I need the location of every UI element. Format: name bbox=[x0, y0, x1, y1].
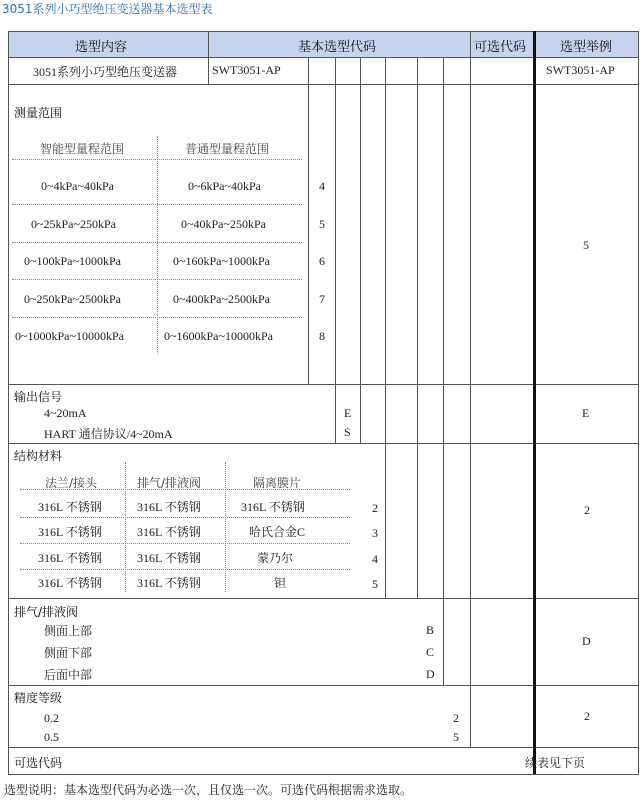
material-flange: 316L 不锈钢 bbox=[38, 500, 102, 514]
material-diaphragm: 钽 bbox=[274, 576, 287, 590]
range-smart-value: 0~100kPa~1000kPa bbox=[24, 254, 121, 268]
vent-option-label: 侧面下部 bbox=[44, 646, 93, 660]
range-section-title: 测量范围 bbox=[14, 106, 63, 120]
range-normal-value: 0~40kPa~250kPa bbox=[181, 217, 266, 231]
range-code: 8 bbox=[319, 329, 325, 343]
range-code: 4 bbox=[319, 179, 325, 193]
vent-section-title: 排气/排液阀 bbox=[14, 605, 79, 619]
material-vent: 316L 不锈钢 bbox=[137, 525, 201, 539]
range-normal-value: 0~1600kPa~10000kPa bbox=[164, 329, 273, 343]
material-flange: 316L 不锈钢 bbox=[38, 525, 102, 539]
header-basic-code: 基本选型代码 bbox=[298, 40, 377, 55]
model-example: SWT3051-AP bbox=[546, 63, 615, 77]
optional-code-label: 可选代码 bbox=[14, 756, 63, 770]
material-vent: 316L 不锈钢 bbox=[137, 500, 201, 514]
vent-example: D bbox=[582, 634, 591, 648]
header-optional-code: 可选代码 bbox=[474, 40, 527, 55]
vent-option-code: B bbox=[426, 623, 435, 637]
output-option-code: E bbox=[344, 406, 352, 420]
accuracy-option-label: 0.5 bbox=[44, 730, 59, 744]
range-normal-value: 0~160kPa~1000kPa bbox=[173, 254, 270, 268]
output-option-label: HART 通信协议/4~20mA bbox=[44, 427, 173, 441]
header-example: 选型举例 bbox=[560, 40, 613, 55]
material-vent: 316L 不锈钢 bbox=[137, 551, 201, 565]
output-section-title: 输出信号 bbox=[14, 390, 63, 404]
output-option-code: S bbox=[344, 425, 351, 439]
accuracy-option-label: 0.2 bbox=[44, 711, 59, 725]
range-smart-value: 0~1000kPa~10000kPa bbox=[15, 329, 124, 343]
output-example: E bbox=[582, 406, 590, 420]
range-normal-header: 普通型量程范围 bbox=[185, 142, 270, 156]
range-normal-value: 0~400kPa~2500kPa bbox=[173, 292, 270, 306]
material-header-vent: 排气/排液阀 bbox=[137, 476, 202, 490]
range-code: 6 bbox=[319, 254, 325, 268]
accuracy-section-title: 精度等级 bbox=[14, 691, 63, 705]
range-smart-value: 0~4kPa~40kPa bbox=[41, 179, 114, 193]
range-smart-header: 智能型量程范围 bbox=[40, 142, 125, 156]
model-code: SWT3051-AP bbox=[212, 63, 281, 77]
material-diaphragm: 316L 不锈钢 bbox=[241, 500, 305, 514]
material-code: 5 bbox=[372, 577, 378, 591]
range-example: 5 bbox=[583, 238, 589, 252]
material-example: 2 bbox=[584, 503, 590, 517]
accuracy-example: 2 bbox=[584, 709, 590, 723]
material-flange: 316L 不锈钢 bbox=[38, 576, 102, 590]
range-smart-value: 0~25kPa~250kPa bbox=[31, 217, 116, 231]
range-code: 7 bbox=[319, 292, 325, 306]
material-code: 3 bbox=[372, 526, 378, 540]
material-diaphragm: 蒙乃尔 bbox=[257, 551, 294, 565]
material-header-diaphragm: 隔离膜片 bbox=[253, 476, 302, 490]
vent-option-code: C bbox=[426, 645, 435, 659]
range-normal-value: 0~6kPa~40kPa bbox=[188, 179, 261, 193]
output-option-label: 4~20mA bbox=[44, 406, 87, 420]
material-code: 2 bbox=[372, 501, 378, 515]
accuracy-option-code: 5 bbox=[453, 730, 459, 744]
material-header-flange: 法兰/接头 bbox=[45, 476, 98, 490]
material-vent: 316L 不锈钢 bbox=[137, 576, 201, 590]
range-code: 5 bbox=[319, 217, 325, 231]
vent-option-label: 侧面上部 bbox=[44, 624, 93, 638]
accuracy-option-code: 2 bbox=[453, 711, 459, 725]
material-code: 4 bbox=[372, 552, 378, 566]
model-name: 3051系列小巧型绝压变送器 bbox=[33, 65, 178, 79]
material-section-title: 结构材料 bbox=[14, 449, 63, 463]
material-diaphragm: 哈氏合金C bbox=[249, 525, 306, 539]
range-smart-value: 0~250kPa~2500kPa bbox=[24, 292, 121, 306]
material-flange: 316L 不锈钢 bbox=[38, 551, 102, 565]
selection-footnote: 选型说明：基本选型代码为必选一次，且仅选一次。可选代码根据需求选取。 bbox=[4, 783, 413, 797]
vent-option-label: 后面中部 bbox=[44, 668, 93, 682]
vent-option-code: D bbox=[426, 667, 435, 681]
continued-note: 续表见下页 bbox=[525, 756, 586, 770]
header-selection-content: 选型内容 bbox=[75, 40, 128, 55]
page-title: 3051系列小巧型绝压变送器基本选型表 bbox=[2, 2, 213, 16]
